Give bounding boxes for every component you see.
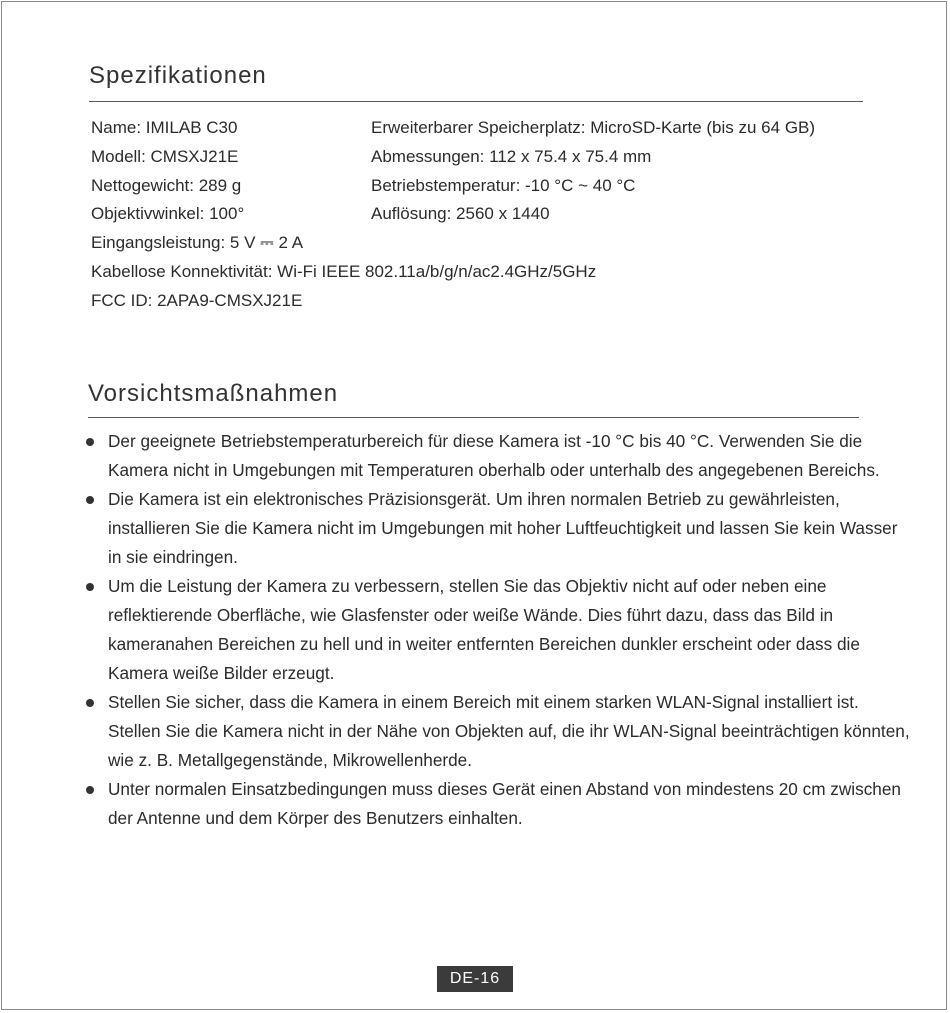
bullet-icon: [86, 699, 94, 707]
spec-operating-temp: Betriebstemperatur: -10 °C ~ 40 °C: [371, 176, 636, 195]
precaution-text: Der geeignete Betriebstemperaturbereich für diese Kamera ist -10 °C bis 40 °C. Verwenden Sie die Kamera nicht in Umgebungen mit Temperaturen oberhalb oder unterhalb des angegebenen Bereichs.: [108, 431, 880, 480]
precautions-list: [86, 427, 911, 833]
spec-dimensions: Abmessungen: 112 x 75.4 x 75.4 mm: [371, 147, 652, 166]
spec-fcc-id: FCC ID: 2APA9-CMSXJ21E: [91, 291, 303, 310]
spec-resolution: Auflösung: 2560 x 1440: [371, 204, 550, 223]
specifications-heading: Spezifikationen: [89, 62, 267, 89]
spec-model: Modell: CMSXJ21E: [91, 147, 239, 166]
page-number: DE-16: [437, 966, 513, 992]
list-item: [86, 485, 911, 572]
list-item: [86, 572, 911, 688]
precautions-divider: [88, 417, 859, 418]
precaution-text: Stellen Sie sicher, dass die Kamera in einem Bereich mit einem starken WLAN-Signal installiert ist. Stellen Sie die Kamera nicht in der Nähe von Objekten auf, die ihr WLAN-Signal beeinträchtigen könnten, wie z. B. Metallgegenstände, Mikrowellenherde.: [108, 692, 910, 770]
list-item: [86, 427, 911, 485]
spec-name: Name: IMILAB C30: [91, 118, 238, 137]
list-item: [86, 775, 911, 833]
list-item: [86, 688, 911, 775]
spec-input-power: Eingangsleistung: 5 V ⎓ 2 A: [91, 233, 304, 252]
precaution-text: Die Kamera ist ein elektronisches Präzisionsgerät. Um ihren normalen Betrieb zu gewährleisten, installieren Sie die Kamera nicht im Umgebungen mit hoher Luftfeuchtigkeit und lassen Sie kein Wasser in sie eindringen.: [108, 489, 898, 567]
bullet-icon: [86, 496, 94, 504]
spec-wireless: Kabellose Konnektivität: Wi-Fi IEEE 802.11a/b/g/n/ac2.4GHz/5GHz: [91, 262, 597, 281]
precaution-text: Um die Leistung der Kamera zu verbessern, stellen Sie das Objektiv nicht auf oder neben eine reflektierende Oberfläche, wie Glasfenster oder weiße Wände. Dies führt dazu, dass das Bild in kameranahen Bereichen zu hell und in weiter entfernten Bereichen dunkler erscheint oder dass die Kamera weiße Bilder erzeugt.: [108, 576, 860, 683]
spec-weight: Nettogewicht: 289 g: [91, 176, 242, 195]
spec-lens-angle: Objektivwinkel: 100°: [91, 204, 245, 223]
bullet-icon: [86, 583, 94, 591]
precautions-heading: Vorsichtsmaßnahmen: [88, 380, 339, 407]
precaution-text: Unter normalen Einsatzbedingungen muss dieses Gerät einen Abstand von mindestens 20 cm zwischen der Antenne und dem Körper des Benutzers einhalten.: [108, 779, 901, 828]
bullet-icon: [86, 438, 94, 446]
specifications-divider: [89, 101, 863, 102]
bullet-icon: [86, 786, 94, 794]
spec-storage: Erweiterbarer Speicherplatz: MicroSD-Karte (bis zu 64 GB): [371, 118, 816, 137]
